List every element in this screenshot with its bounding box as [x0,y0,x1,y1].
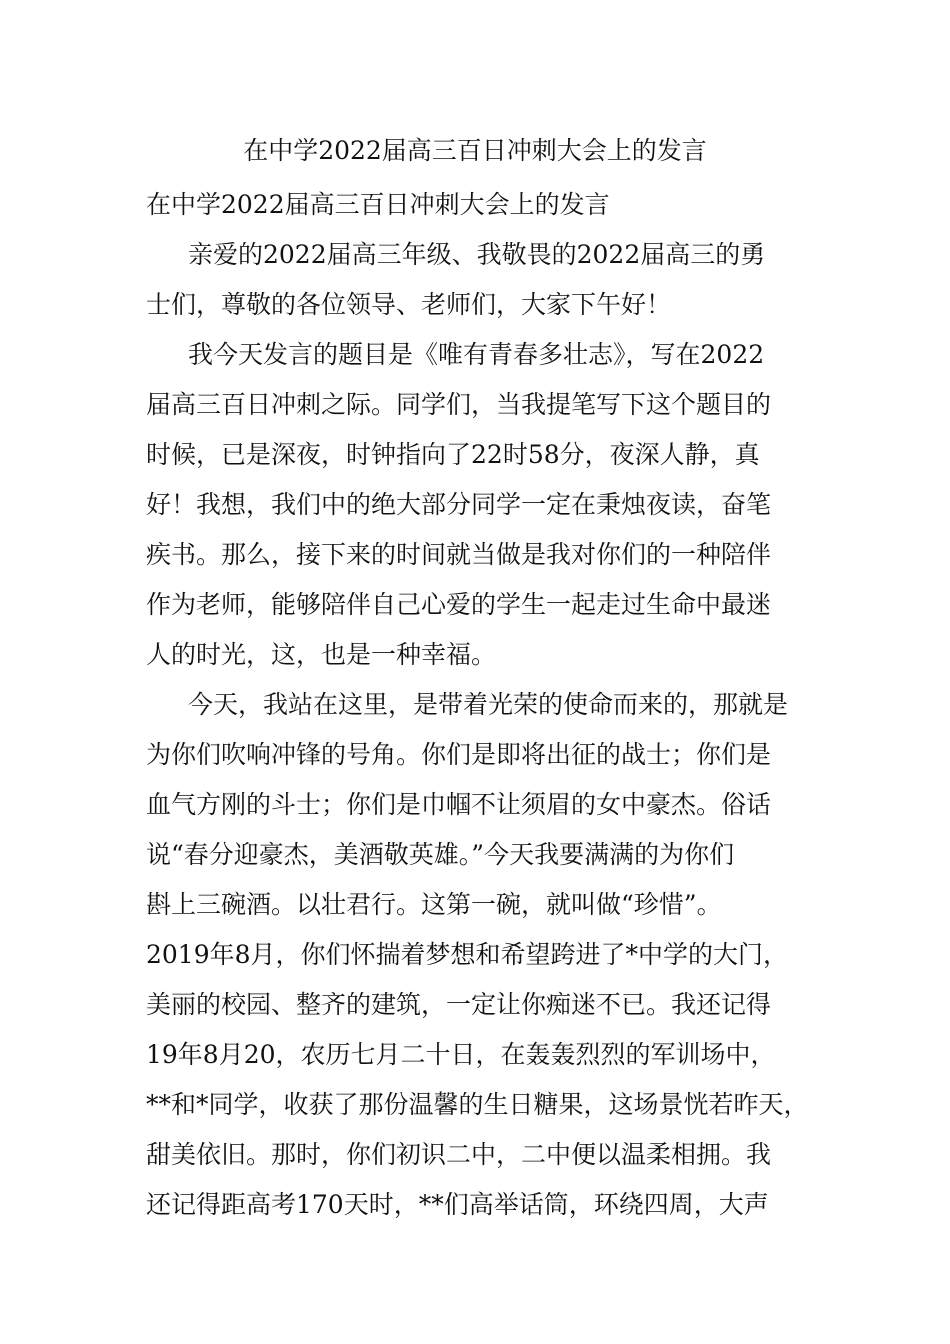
text-line: 疾书。那么，接下来的时间就当做是我对你们的一种陪伴 [146,540,772,569]
text-line: 作为老师，能够陪伴自己心爱的学生一起走过生命中最迷 [146,590,772,619]
text-line: 2019年8月，你们怀揣着梦想和希望跨进了*中学的大门， [146,940,789,969]
text-line: **和*同学，收获了那份温馨的生日糖果，这场景恍若昨天， [146,1090,809,1119]
text-line: 人的时光，这，也是一种幸福。 [146,640,497,669]
text-line: 士们，尊敬的各位领导、老师们，大家下午好！ [146,290,672,319]
text-line: 为你们吹响冲锋的号角。你们是即将出征的战士；你们是 [146,740,772,769]
subtitle-line: 在中学2022届高三百日冲刺大会上的发言 [146,190,610,219]
document-title: 在中学2022届高三百日冲刺大会上的发言 [243,136,707,165]
text-line: 亲爱的2022届高三年级、我敬畏的2022届高三的勇 [188,240,766,269]
text-line: 好！我想，我们中的绝大部分同学一定在秉烛夜读，奋笔 [146,490,772,519]
text-line: 甜美依旧。那时，你们初识二中，二中便以温柔相拥。我 [146,1140,772,1169]
text-line: 还记得距高考170天时，**们高举话筒，环绕四周，大声 [146,1190,769,1219]
text-line: 美丽的校园、整齐的建筑，一定让你痴迷不已。我还记得 [146,990,772,1019]
text-line: 时候，已是深夜，时钟指向了22时58分，夜深人静，真 [146,440,760,469]
text-line: 届高三百日冲刺之际。同学们，当我提笔写下这个题目的 [146,390,772,419]
text-line: 19年8月20，农历七月二十日，在轰轰烈烈的军训场中， [146,1040,776,1069]
text-line: 我今天发言的题目是《唯有青春多壮志》，写在2022 [188,340,765,369]
text-line: 说“春分迎豪杰，美酒敬英雄。”今天我要满满的为你们 [146,840,735,869]
text-line: 血气方刚的斗士；你们是巾帼不让须眉的女中豪杰。俗话 [146,790,772,819]
text-line: 斟上三碗酒。以壮君行。这第一碗，就叫做“珍惜”。 [146,890,722,919]
text-line: 今天，我站在这里，是带着光荣的使命而来的，那就是 [188,690,789,719]
